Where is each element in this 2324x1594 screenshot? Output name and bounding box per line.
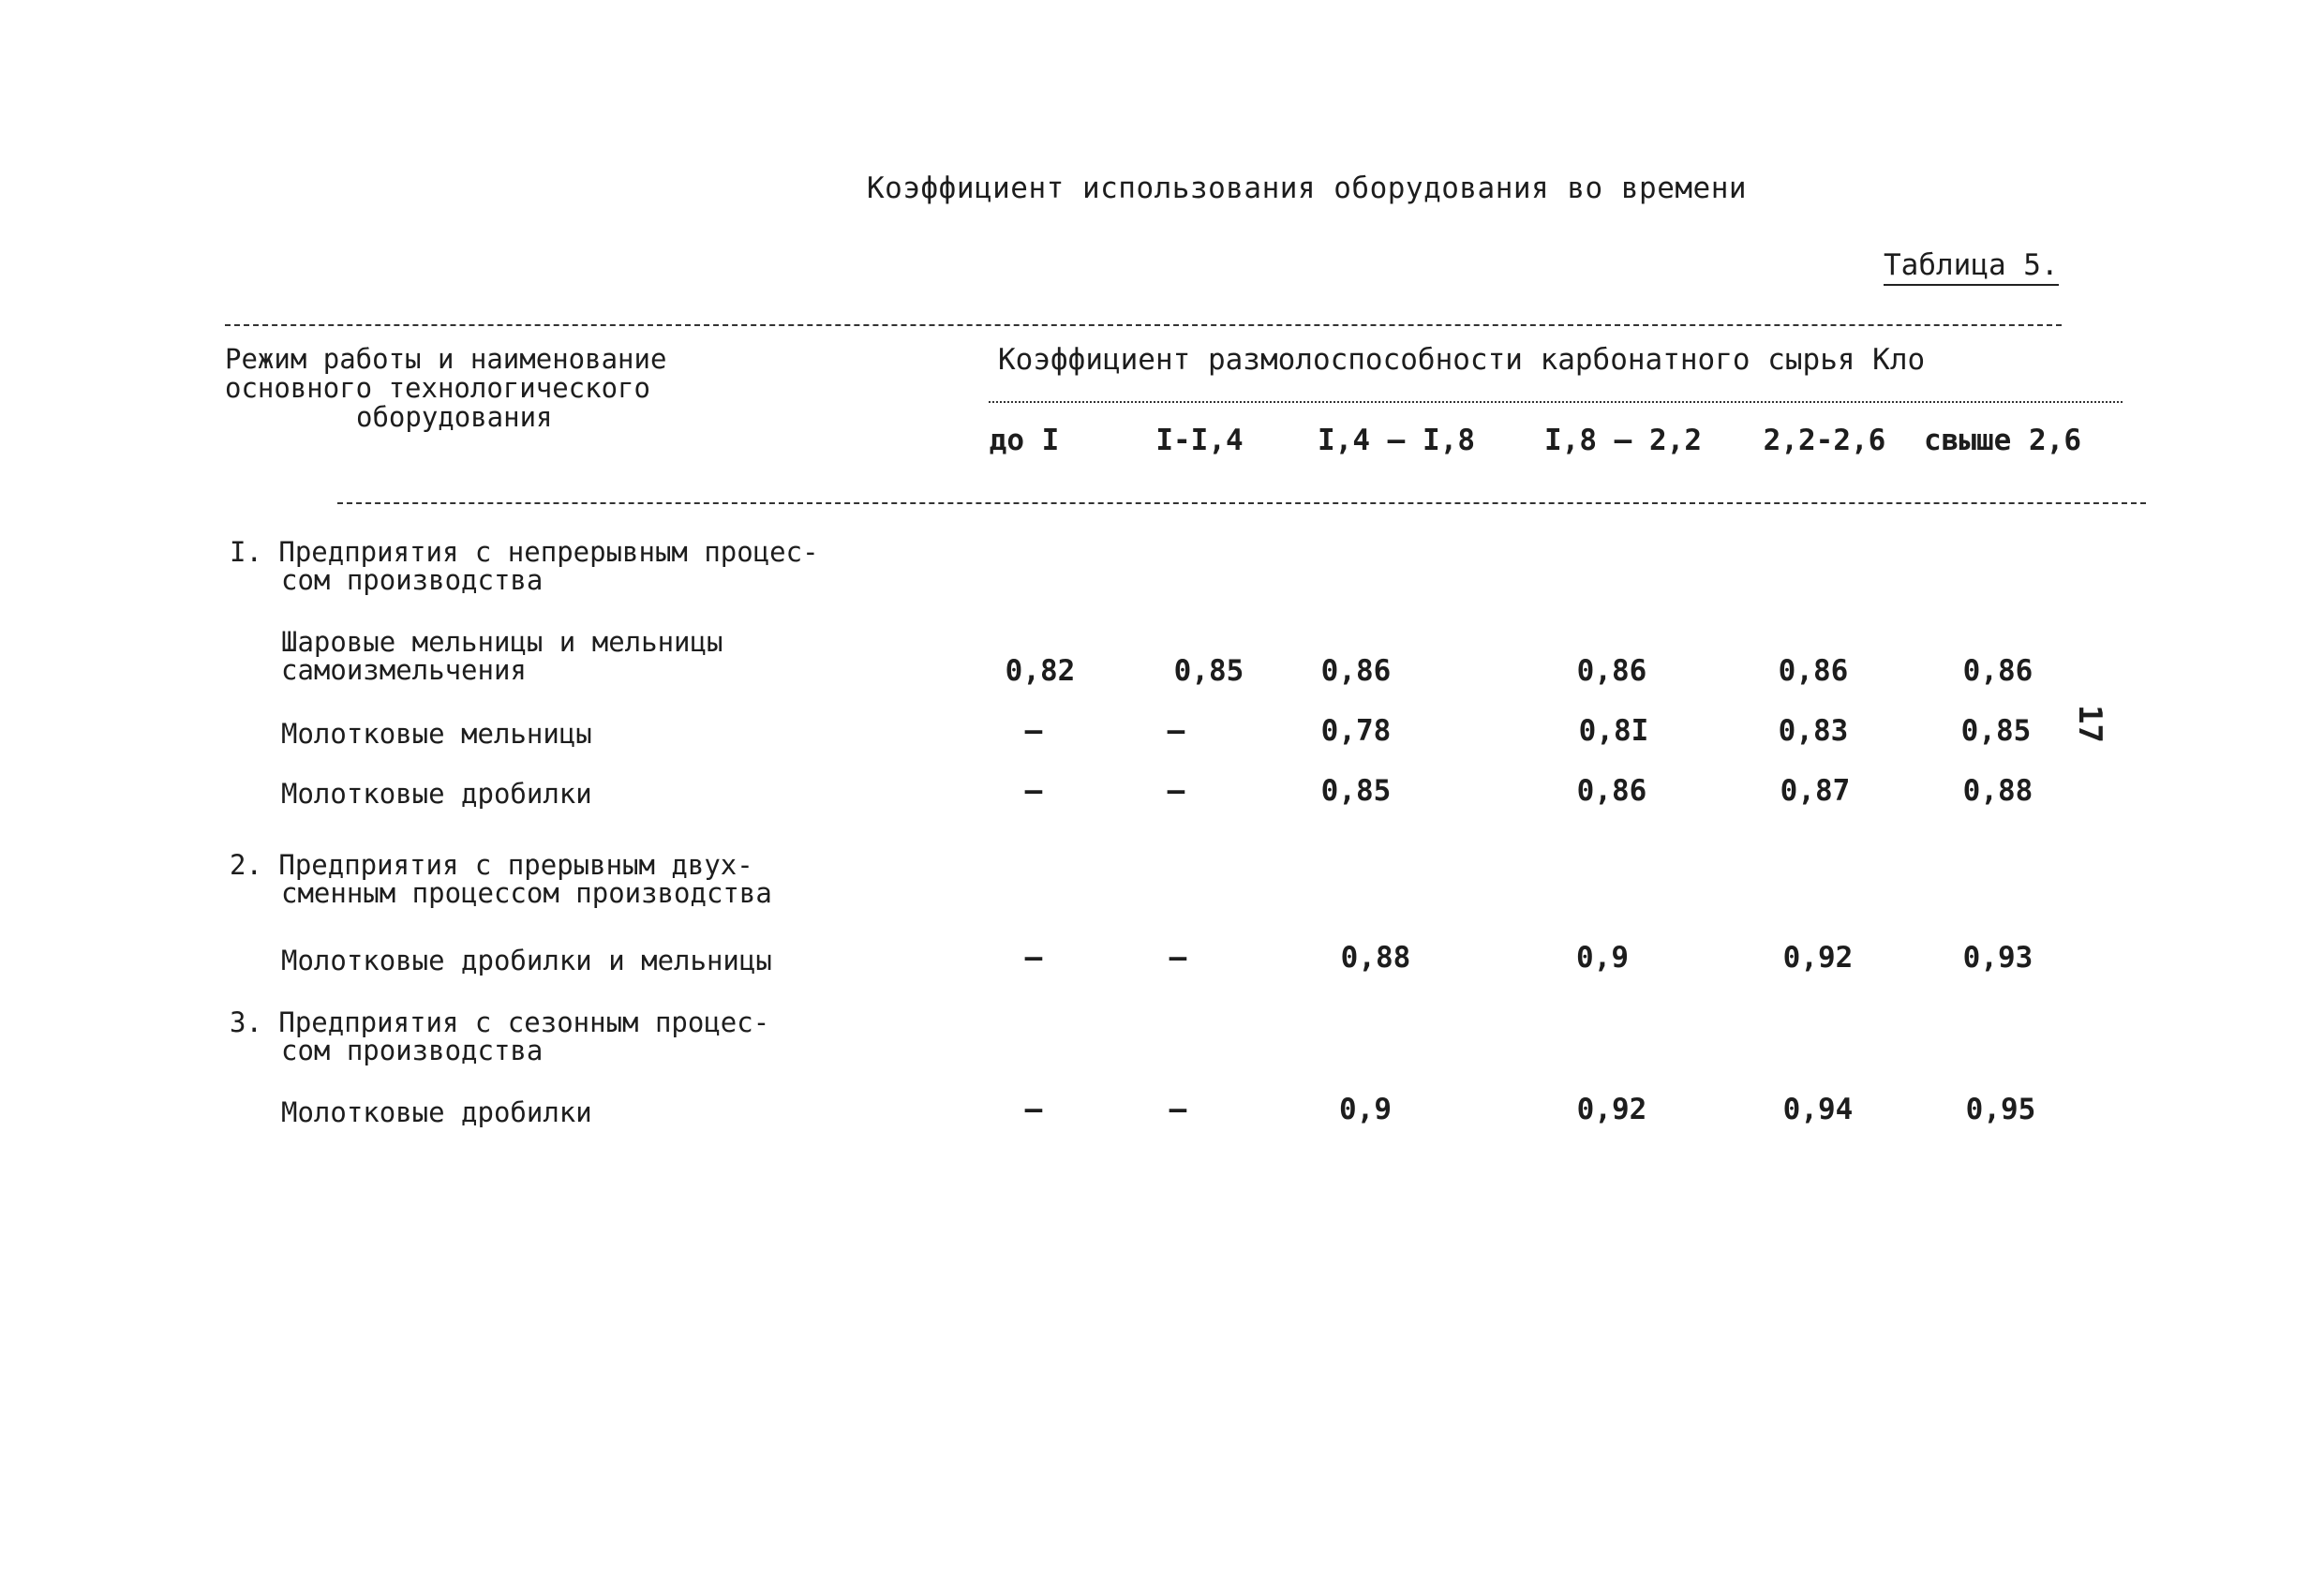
table-cell: 0,88 — [1962, 774, 2034, 808]
table-row-label — [281, 1098, 956, 1126]
table-row-label — [281, 780, 956, 808]
header-divider-rule — [989, 401, 2123, 403]
table-cell: – — [1167, 774, 1185, 808]
section-title — [230, 538, 942, 594]
table-cell: – — [1169, 1093, 1187, 1126]
table-cell: – — [1024, 714, 1043, 748]
table-label: Таблица 5. — [1884, 248, 2059, 286]
section-title-line: сом производства — [281, 564, 544, 596]
section-title-line: 3. Предприятия с сезонным процес- — [230, 1006, 770, 1038]
section-title-line: 2. Предприятия с прерывным двух- — [230, 849, 753, 881]
column-header: I,4 – I,8 — [1318, 424, 1475, 457]
table-cell: 0,9 — [1339, 1093, 1392, 1126]
column-header: до I — [989, 424, 1060, 457]
table-cell: 0,85 — [1960, 714, 2032, 748]
table-cell: 0,94 — [1782, 1093, 1854, 1126]
column-header: 2,2-2,6 — [1763, 424, 1886, 457]
document-title: Коэффициент использования оборудования во времени — [867, 171, 1748, 205]
section-title — [230, 851, 942, 907]
table-cell: 0,85 — [1173, 654, 1244, 688]
row-header-line: основного технологического — [225, 372, 650, 404]
column-header: I,8 – 2,2 — [1544, 424, 1702, 457]
table-cell: – — [1024, 1093, 1043, 1126]
row-label-line: Молотковые дробилки — [281, 778, 592, 810]
table-cell: 0,93 — [1962, 941, 2034, 975]
table-cell: 0,83 — [1778, 714, 1849, 748]
table-cell: 0,9 — [1576, 941, 1629, 975]
row-label-line: Молотковые дробилки и мельницы — [281, 945, 772, 976]
table-row-label — [281, 720, 956, 748]
table-row-label — [281, 946, 956, 975]
table-cell: 0,86 — [1576, 654, 1647, 688]
table-cell: 0,92 — [1782, 941, 1854, 975]
table-cell: 0,8I — [1578, 714, 1649, 748]
section-title-line: сменным процессом производства — [281, 877, 772, 909]
row-label-line: самоизмельчения — [281, 654, 527, 686]
table-cell: 0,88 — [1340, 941, 1411, 975]
column-group-header: Коэффициент размолоспособности карбонатного сырья Кло — [998, 343, 1926, 377]
table-cell: – — [1024, 941, 1043, 975]
table-top-rule — [225, 324, 2062, 326]
table-cell: – — [1169, 941, 1187, 975]
table-cell: 0,92 — [1576, 1093, 1647, 1126]
table-cell: 0,87 — [1780, 774, 1851, 808]
table-cell: 0,82 — [1005, 654, 1076, 688]
page-number: 17 — [2071, 705, 2108, 743]
table-cell: 0,78 — [1320, 714, 1392, 748]
row-header — [225, 345, 825, 432]
row-label-line: Молотковые дробилки — [281, 1096, 592, 1128]
header-bottom-rule — [337, 502, 2146, 504]
row-header-line: Режим работы и наименование — [225, 343, 667, 375]
table-cell: 0,85 — [1320, 774, 1392, 808]
table-cell: – — [1024, 774, 1043, 808]
row-label-line: Молотковые мельницы — [281, 718, 592, 750]
row-header-line: оборудования — [356, 401, 553, 433]
table-cell: 0,95 — [1965, 1093, 2036, 1126]
table-cell: 0,86 — [1576, 774, 1647, 808]
table-cell: 0,86 — [1962, 654, 2034, 688]
column-header: свыше 2,6 — [1924, 424, 2081, 457]
table-cell: – — [1167, 714, 1185, 748]
table-cell: 0,86 — [1320, 654, 1392, 688]
table-row-label — [281, 628, 956, 684]
row-label-line: Шаровые мельницы и мельницы — [281, 626, 723, 658]
table-cell: 0,86 — [1778, 654, 1849, 688]
column-header: I-I,4 — [1155, 424, 1244, 457]
section-title — [230, 1008, 942, 1065]
section-title-line: I. Предприятия с непрерывным процес- — [230, 536, 819, 568]
section-title-line: сом производства — [281, 1035, 544, 1066]
